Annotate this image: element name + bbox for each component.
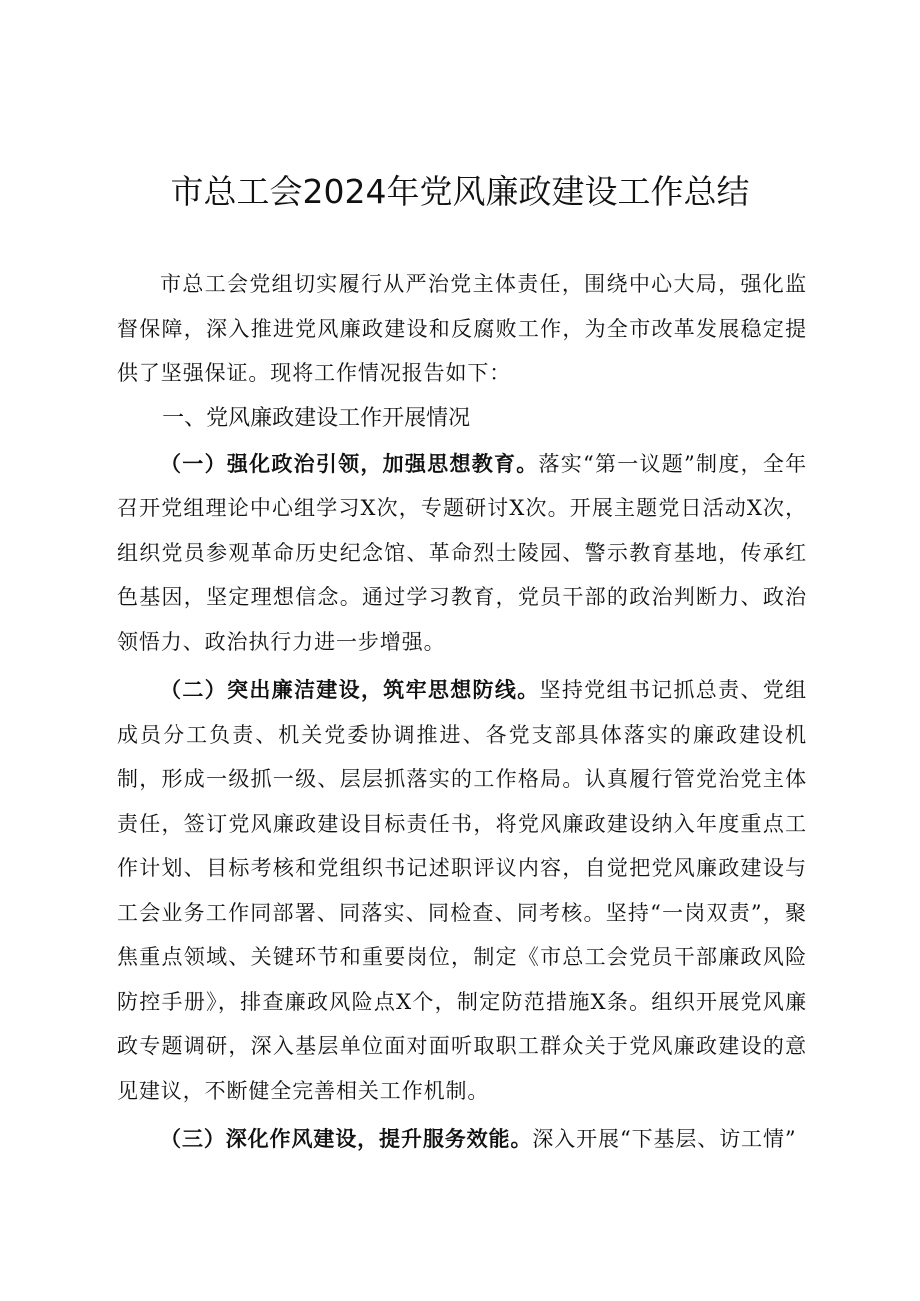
item-paragraph-2 (117, 668, 807, 1113)
item-text-3: 深入开展“下基层、访工情” (532, 1127, 797, 1151)
item-text-1: 落实“第一议题”制度，全年召开党组理论中心组学习X次，专题研讨X次。开展主题党日活动X次，组织党员参观革命历史纪念馆、革命烈士陵园、警示教育基地，传承红色基因，坚定理想信念。通过学习教育，党员干部的政治判断力、政治领悟力、政治执行力进一步增强。 (117, 451, 807, 654)
document-body (117, 262, 807, 1162)
item-lead-2: （二）突出廉洁建设，筑牢思想防线。 (160, 677, 540, 702)
item-paragraph-1 (117, 442, 807, 665)
item-text-2: 坚持党组书记抓总责、党组成员分工负责、机关党委协调推进、各党支部具体落实的廉政建设机制，形成一级抓一级、层层抓落实的工作格局。认真履行管党治党主体责任，签订党风廉政建设目标责任书，将党风廉政建设纳入年度重点工作计划、目标考核和党组织书记述职评议内容，自觉把党风廉政建设与工会业务工作同部署、同落实、同检查、同考核。坚持“一岗双责”，聚焦重点领域、关键环节和重要岗位，制定《市总工会党员干部廉政风险防控手册》，排查廉政风险点X个，制定防范措施X条。组织开展党风廉政专题调研，深入基层单位面对面听取职工群众关于党风廉政建设的意见建议，不断健全完善相关工作机制。 (117, 678, 807, 1103)
item-lead-1: （一）强化政治引领，加强思想教育。 (160, 450, 539, 476)
document-title: 市总工会2024年党风廉政建设工作总结 (170, 172, 750, 211)
intro-paragraph: 市总工会党组切实履行从严治党主体责任，围绕中心大局，强化监督保障，深入推进党风廉政建设和反腐败工作，为全市改革发展稳定提供了坚强保证。现将工作情况报告如下： (117, 272, 807, 385)
section-heading: 一、党风廉政建设工作开展情况 (162, 405, 471, 431)
item-paragraph-3 (117, 1117, 807, 1162)
item-lead-3: （三）深化作风建设，提升服务效能。 (160, 1126, 533, 1151)
